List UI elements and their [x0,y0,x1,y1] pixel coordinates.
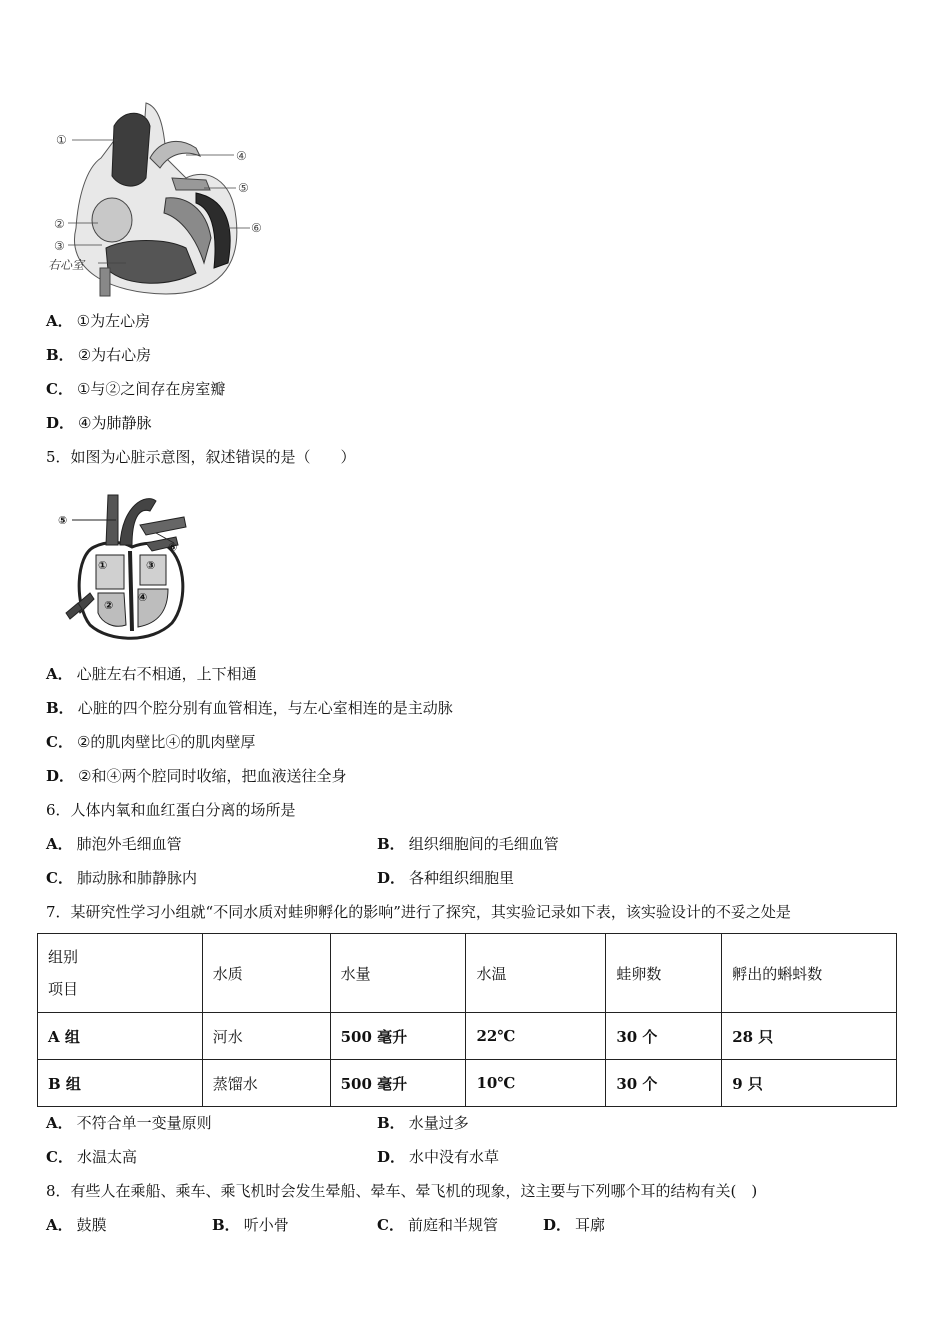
q4-option-b[interactable]: B． ②为右心房 [46,346,152,364]
table-cell: 9 只 [722,1060,897,1107]
table-cell: 28 只 [722,1013,897,1060]
q5-label-6: ⑥ [168,541,178,554]
q6-option-c[interactable]: C． 肺动脉和肺静脉内 [46,869,197,887]
q4-label-1: ① [56,133,67,147]
q5-option-d[interactable]: D． ②和④两个腔同时收缩，把血液送往全身 [46,767,347,785]
q4-caption-right-ventricle: 右心室 [48,258,85,272]
heart-diagram-q4 [46,98,271,298]
table-cell: A 组 [38,1013,203,1060]
q6-option-d[interactable]: D． 各种组织细胞里 [377,869,515,887]
q6-stem: 6．人体内氧和血红蛋白分离的场所是 [46,801,296,819]
q5-label-5: ⑤ [58,514,68,527]
q5-stem: 5．如图为心脏示意图，叙述错误的是（ ） [46,448,356,466]
table-cell: 蒸馏水 [202,1060,330,1107]
table-cell: 500 毫升 [330,1060,466,1107]
table-cell: 30 个 [606,1060,722,1107]
experiment-table [37,933,897,1107]
table-header-corner: 组别 项目 [38,934,203,1013]
q4-label-6: ⑥ [251,221,262,235]
q4-option-a[interactable]: A． ①为左心房 [46,312,151,330]
q4-label-2: ② [54,217,65,231]
q4-label-4: ④ [236,149,247,163]
q8-option-d[interactable]: D． 耳廓 [543,1216,606,1234]
table-header-cell: 水质 [202,934,330,1013]
table-cell: 30 个 [606,1013,722,1060]
q4-option-d[interactable]: D． ④为肺静脉 [46,414,152,432]
q5-label-3: ③ [146,559,156,572]
table-cell: B 组 [38,1060,203,1107]
table-cell: 500 毫升 [330,1013,466,1060]
q4-label-3: ③ [54,239,65,253]
table-cell: 22℃ [466,1013,606,1060]
table-header-cell: 孵出的蝌蚪数 [722,934,897,1013]
q7-option-a[interactable]: A． 不符合单一变量原则 [46,1114,212,1132]
q5-option-a[interactable]: A． 心脏左右不相通，上下相通 [46,665,257,683]
q8-option-b[interactable]: B． 听小骨 [212,1216,289,1234]
q6-option-b[interactable]: B． 组织细胞间的毛细血管 [377,835,559,853]
q5-option-b[interactable]: B． 心脏的四个腔分别有血管相连，与左心室相连的是主动脉 [46,699,453,717]
table-header-cell: 水量 [330,934,466,1013]
q7-option-d[interactable]: D． 水中没有水草 [377,1148,500,1166]
q6-option-a[interactable]: A． 肺泡外毛细血管 [46,835,182,853]
q5-label-1: ① [98,559,108,572]
q8-stem: 8．有些人在乘船、乘车、乘飞机时会发生晕船、晕车、晕飞机的现象，这主要与下列哪个耳的结构有关( ) [46,1182,758,1200]
q7-stem: 7．某研究性学习小组就“不同水质对蛙卵孵化的影响”进行了探究，其实验记录如下表，该实验设计的不妥之处是 [46,903,791,921]
q5-option-c[interactable]: C． ②的肌肉壁比④的肌肉壁厚 [46,733,256,751]
table-row [38,1060,897,1107]
q4-label-5: ⑤ [238,181,249,195]
table-cell: 河水 [202,1013,330,1060]
table-cell: 10℃ [466,1060,606,1107]
q5-label-2: ② [104,599,114,612]
q8-option-a[interactable]: A． 鼓膜 [46,1216,107,1234]
table-header-cell: 水温 [466,934,606,1013]
table-row [38,1013,897,1060]
table-header-cell: 蛙卵数 [606,934,722,1013]
q5-label-4: ④ [138,591,148,604]
q8-option-c[interactable]: C． 前庭和半规管 [377,1216,498,1234]
heart-diagram-q5 [56,485,196,645]
table-header-row [38,934,897,1013]
q7-option-b[interactable]: B． 水量过多 [377,1114,469,1132]
q7-option-c[interactable]: C． 水温太高 [46,1148,137,1166]
q4-option-c[interactable]: C． ①与②之间存在房室瓣 [46,380,226,398]
